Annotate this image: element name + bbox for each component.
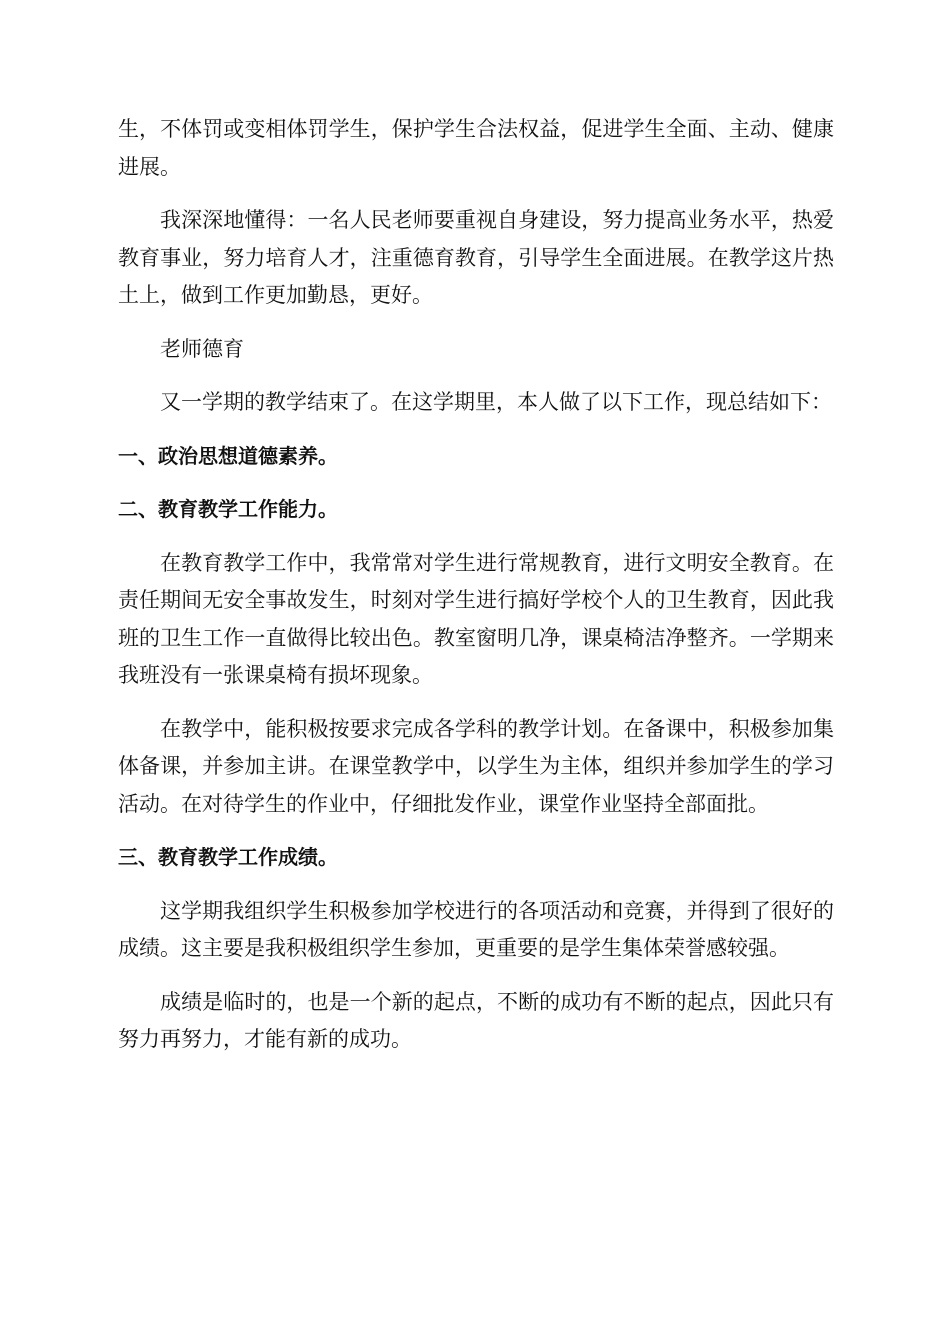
paragraph-7: 这学期我组织学生积极参加学校进行的各项活动和竞赛，并得到了很好的成绩。这主要是我积极组织学生参加，更重要的是学生集体荣誉感较强。 [118, 898, 834, 960]
paragraph-5: 在教育教学工作中，我常常对学生进行常规教育，进行文明安全教育。在责任期间无安全事故发生，时刻对学生进行搞好学校个人的卫生教育，因此我班的卫生工作一直做得比较出色。教室窗明几净，课桌椅洁净整齐。一学期来我班没有一张课桌椅有损坏现象。 [118, 550, 834, 687]
paragraph-4: 又一学期的教学结束了。在这学期里，本人做了以下工作，现总结如下： [160, 390, 832, 414]
paragraph-8: 成绩是临时的，也是一个新的起点，不断的成功有不断的起点，因此只有努力再努力，才能有新的成功。 [118, 989, 834, 1051]
paragraph-3: 老师德育 [160, 336, 244, 361]
paragraph-6: 在教学中，能积极按要求完成各学科的教学计划。在备课中，积极参加集体备课，并参加主讲。在课堂教学中，以学生为主体，组织并参加学生的学习活动。在对待学生的作业中，仔细批发作业，课堂作业坚持全部面批。 [118, 716, 834, 816]
section-heading-3: 三、教育教学工作成绩。 [118, 845, 338, 869]
paragraph-1: 生，不体罚或变相体罚学生，保护学生合法权益，促进学生全面、主动、健康进展。 [118, 117, 834, 179]
section-heading-1: 一、政治思想道德素养。 [118, 443, 338, 468]
section-heading-2: 二、教育教学工作能力。 [118, 497, 338, 521]
paragraph-2: 我深深地懂得：一名人民老师要重视自身建设，努力提高业务水平，热爱教育事业，努力培育人才，注重德育教育，引导学生全面进展。在教学这片热土上，做到工作更加勤恳，更好。 [118, 208, 834, 307]
document-body [118, 111, 834, 1075]
